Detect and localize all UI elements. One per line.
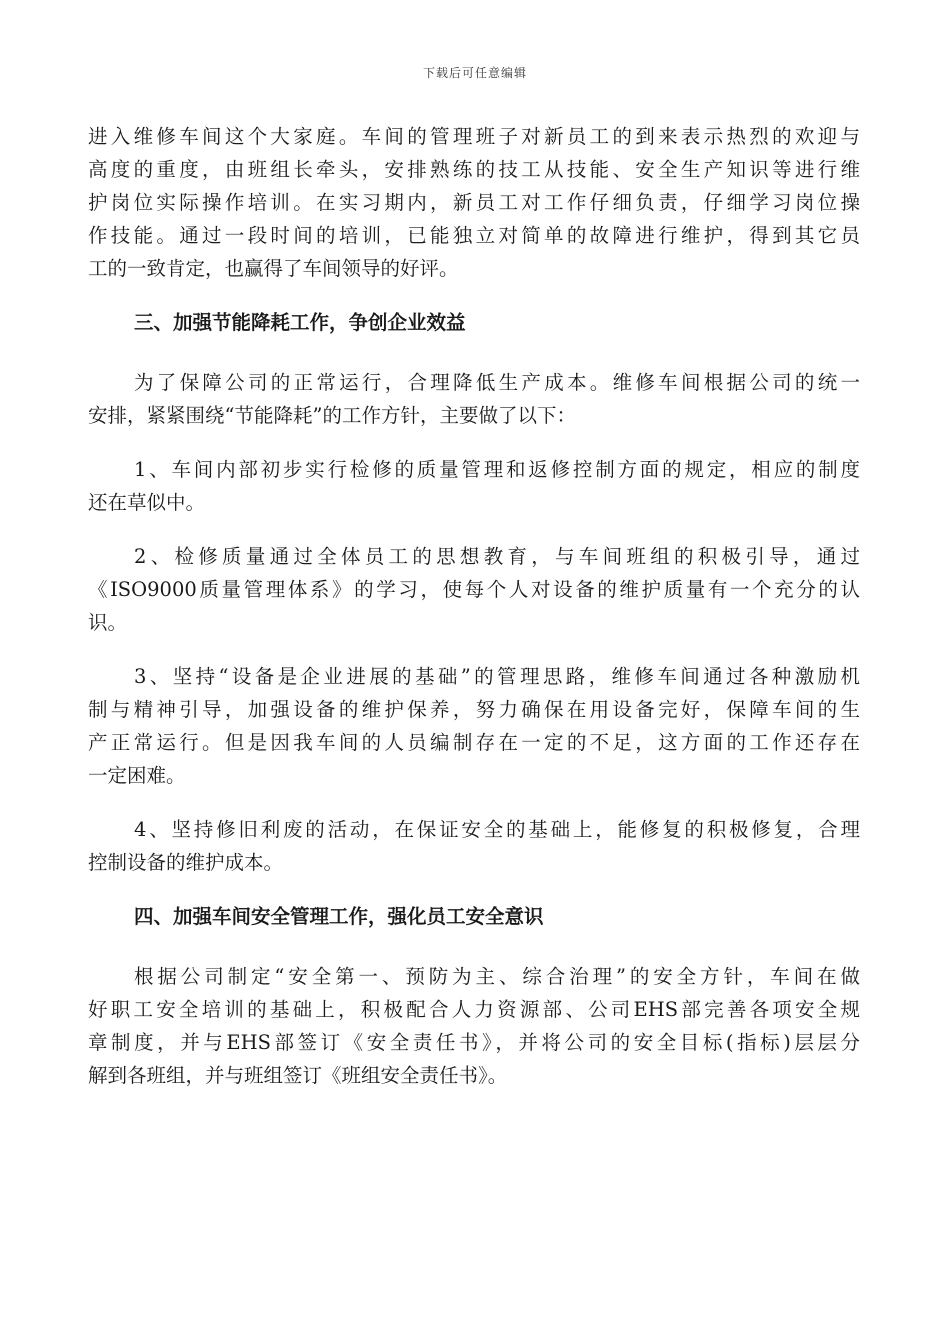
- paragraph-line: 产正常运行。但是因我车间的人员编制存在一定的不足，这方面的工作还存在: [88, 731, 860, 754]
- paragraph-line: 作技能。通过一段时间的培训，已能独立对简单的故障进行维护，得到其它员: [88, 224, 860, 247]
- paragraph-line: 安排，紧紧围绕“节能降耗”的工作方针，主要做了以下：: [88, 404, 576, 427]
- paragraph-line: 为了保障公司的正常运行，合理降低生产成本。维修车间根据公司的统一: [134, 371, 860, 394]
- paragraph: [88, 540, 860, 639]
- paragraph-line: 章制度，并与EHS部签订《安全责任书》，并将公司的安全目标(指标)层层分: [88, 1031, 860, 1054]
- paragraph-line: 1、车间内部初步实行检修的质量管理和返修控制方面的规定，相应的制度: [134, 458, 860, 481]
- document-body: [88, 120, 860, 1113]
- paragraph-line: 还在草似中。: [88, 491, 206, 514]
- paragraph-line: 工的一致肯定，也赢得了车间领导的好评。: [88, 257, 459, 280]
- paragraph-line: 4、坚持修旧利废的活动，在保证安全的基础上，能修复的积极修复，合理: [134, 818, 860, 841]
- paragraph-line: 2、检修质量通过全体员工的思想教育，与车间班组的积极引导，通过: [134, 545, 860, 568]
- paragraph-line: 《ISO9000质量管理体系》的学习，使每个人对设备的维护质量有一个充分的认: [88, 578, 860, 601]
- paragraph-line: 根据公司制定“安全第一、预防为主、综合治理”的安全方针，车间在做: [134, 965, 860, 988]
- paragraph: [88, 813, 860, 879]
- paragraph: [88, 960, 860, 1092]
- paragraph: [88, 453, 860, 519]
- paragraph: [88, 660, 860, 792]
- paragraph-line: 解到各班组，并与班组签订《班组安全责任书》。: [88, 1064, 508, 1087]
- paragraph-line: 一定困难。: [88, 764, 186, 787]
- paragraph-line: 3、坚持“设备是企业进展的基础”的管理思路，维修车间通过各种激励机: [134, 665, 860, 688]
- paragraph: [88, 366, 860, 432]
- paragraph-line: 制与精神引导，加强设备的维护保养，努力确保在用设备完好，保障车间的生: [88, 698, 860, 721]
- paragraph-line: 进入维修车间这个大家庭。车间的管理班子对新员工的到来表示热烈的欢迎与: [88, 125, 860, 148]
- paragraph-line: 护岗位实际操作培训。在实习期内，新员工对工作仔细负责，仔细学习岗位操: [88, 191, 860, 214]
- section-heading: 四、加强车间安全管理工作，强化员工安全意识: [134, 905, 544, 928]
- paragraph: [88, 120, 860, 285]
- page-header-note: 下载后可任意编辑: [422, 66, 527, 80]
- section-heading: 三、加强节能降耗工作，争创企业效益: [134, 311, 466, 334]
- paragraph-line: 高度的重度，由班组长牵头，安排熟练的技工从技能、安全生产知识等进行维: [88, 158, 860, 181]
- paragraph-line: 识。: [88, 611, 128, 634]
- paragraph-line: 控制设备的维护成本。: [88, 851, 284, 874]
- paragraph-line: 好职工安全培训的基础上，积极配合人力资源部、公司EHS部完善各项安全规: [88, 998, 860, 1021]
